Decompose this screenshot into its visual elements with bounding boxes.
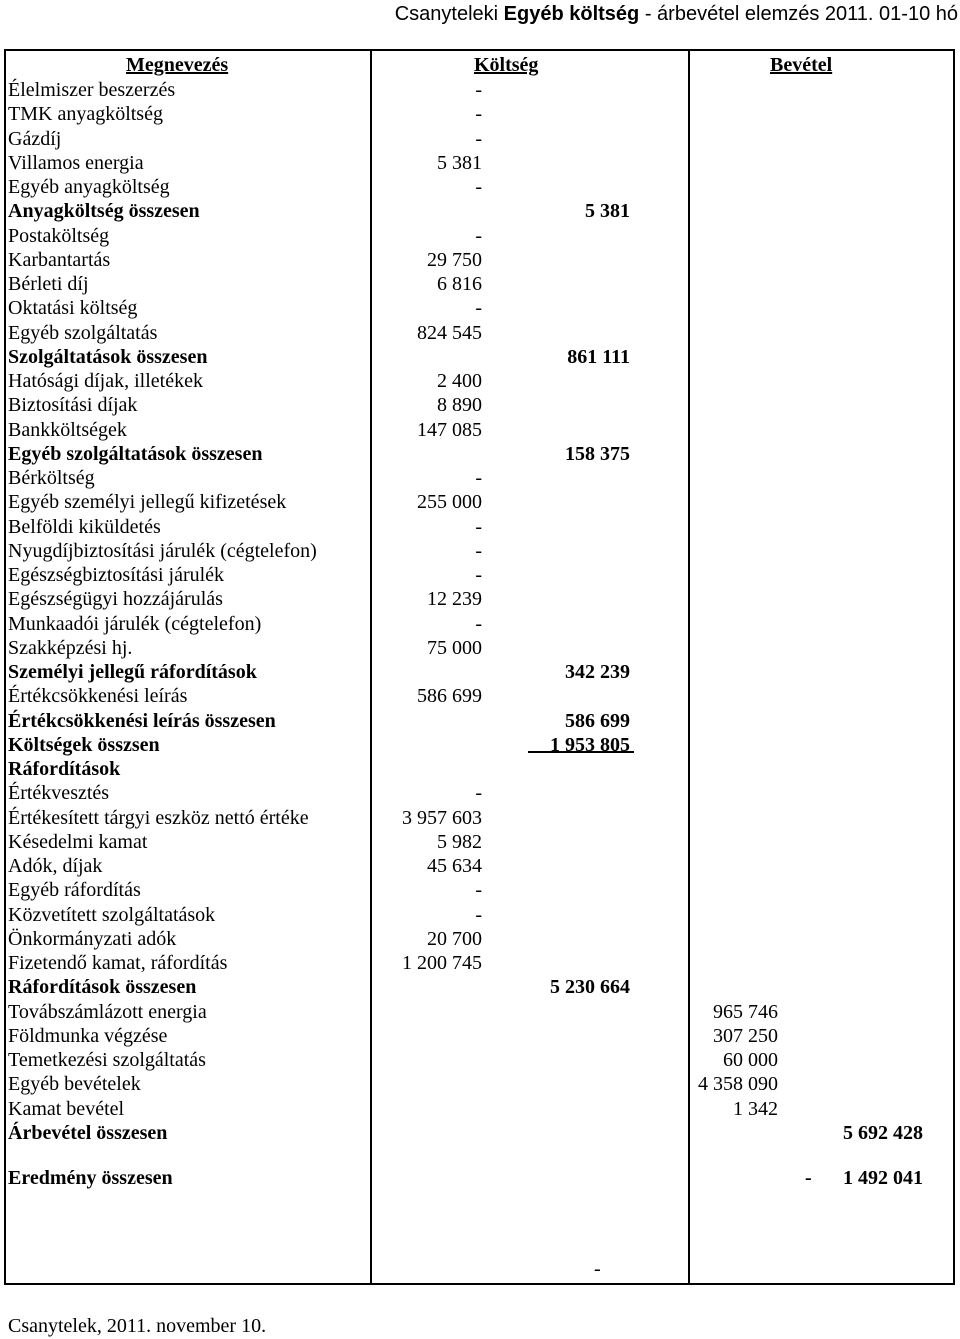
row-label: TMK anyagköltség	[8, 103, 163, 125]
stray-dash: -	[594, 1258, 601, 1280]
row-label: Közvetített szolgáltatások	[8, 904, 216, 926]
row-value-v2: 5 230 664	[550, 976, 630, 998]
row-value-v1: -	[475, 103, 482, 125]
row-value-v1: -	[475, 467, 482, 489]
row-label: Munkaadói járulék (cégtelefon)	[8, 613, 262, 635]
result-value: 1 492 041	[843, 1167, 923, 1189]
title-bold: Egyéb költség	[503, 3, 640, 25]
row-label: Továbszámlázott energia	[8, 1001, 207, 1023]
row-value-v1: -	[475, 540, 482, 562]
row-value-v1: -	[475, 297, 482, 319]
row-label: Gázdíj	[8, 128, 62, 150]
row-value-v1: 586 699	[417, 685, 482, 707]
result-label: Eredmény összesen	[8, 1167, 173, 1189]
row-label: Egyéb ráfordítás	[8, 879, 141, 901]
row-value-v1: 2 400	[437, 370, 482, 392]
row-label: Értékesített tárgyi eszköz nettó értéke	[8, 807, 309, 829]
row-label: Bérköltség	[8, 467, 95, 489]
row-value-v2: 586 699	[565, 710, 630, 732]
row-label: Személyi jellegű ráfordítások	[8, 661, 257, 683]
page-title	[0, 2, 958, 26]
row-label: Adók, díjak	[8, 855, 103, 877]
row-label: Élelmiszer beszerzés	[8, 79, 176, 101]
row-label: Oktatási költség	[8, 297, 138, 319]
row-value-v1: 12 239	[427, 588, 482, 610]
row-value-v1: 8 890	[437, 394, 482, 416]
row-label: Kamat bevétel	[8, 1098, 125, 1120]
row-value-v3: 60 000	[723, 1049, 778, 1071]
row-value-v1: 20 700	[427, 928, 482, 950]
row-label: Bankköltségek	[8, 419, 127, 441]
row-value-v1: -	[475, 128, 482, 150]
column-divider-name	[370, 49, 372, 1285]
title-prefix: Csanyteleki	[394, 3, 499, 25]
row-label: Egyéb szolgáltatás	[8, 322, 158, 344]
header-name: Megnevezés	[126, 54, 229, 76]
row-label: Egészségbiztosítási járulék	[8, 564, 225, 586]
row-value-v1: -	[475, 176, 482, 198]
row-label: Egyéb bevételek	[8, 1073, 141, 1095]
row-label: Karbantartás	[8, 249, 111, 271]
result-sign: -	[805, 1167, 812, 1189]
row-value-v1: 5 381	[437, 152, 482, 174]
row-value-v1: 45 634	[427, 855, 482, 877]
row-label: Biztosítási díjak	[8, 394, 138, 416]
row-label: Bérleti díj	[8, 273, 89, 295]
row-value-v1: -	[475, 904, 482, 926]
row-value-v1: -	[475, 879, 482, 901]
row-label: Ráfordítások összesen	[8, 976, 197, 998]
row-value-v2: 158 375	[565, 443, 630, 465]
row-label: Árbevétel összesen	[8, 1122, 168, 1144]
row-label: Postaköltség	[8, 225, 110, 247]
row-value-v1: 824 545	[417, 322, 482, 344]
row-label: Egészségügyi hozzájárulás	[8, 588, 223, 610]
row-label: Nyugdíjbiztosítási járulék (cégtelefon)	[8, 540, 317, 562]
row-value-v1: 1 200 745	[402, 952, 482, 974]
row-label: Anyagköltség összesen	[8, 200, 200, 222]
row-label: Belföldi kiküldetés	[8, 516, 161, 538]
row-value-v1: 75 000	[427, 637, 482, 659]
row-value-v3: 965 746	[713, 1001, 778, 1023]
row-value-v1: 29 750	[427, 249, 482, 271]
row-value-v4: 5 692 428	[843, 1122, 923, 1144]
row-value-v1: -	[475, 225, 482, 247]
header-revenue: Bevétel	[770, 54, 833, 76]
row-label: Értékcsökkenési leírás összesen	[8, 710, 276, 732]
row-label: Temetkezési szolgáltatás	[8, 1049, 206, 1071]
row-label: Földmunka végzése	[8, 1025, 168, 1047]
row-value-v2: 861 111	[567, 346, 630, 368]
row-value-v1: 6 816	[437, 273, 482, 295]
header-cost: Költség	[474, 54, 539, 76]
row-value-v1: 5 982	[437, 831, 482, 853]
row-label: Egyéb személyi jellegű kifizetések	[8, 491, 287, 513]
row-label: Önkormányzati adók	[8, 928, 177, 950]
row-value-v2: 342 239	[565, 661, 630, 683]
row-value-v2: 5 381	[585, 200, 630, 222]
row-value-v3: 1 342	[733, 1098, 778, 1120]
row-label: Értékcsökkenési leírás	[8, 685, 188, 707]
row-value-v3: 4 358 090	[698, 1073, 778, 1095]
column-divider-cost	[688, 49, 690, 1285]
row-value-v1: -	[475, 79, 482, 101]
row-label: Hatósági díjak, illetékek	[8, 370, 203, 392]
row-label: Egyéb anyagköltség	[8, 176, 170, 198]
row-value-v1: -	[475, 782, 482, 804]
footer-place-date: Csanytelek, 2011. november 10.	[8, 1315, 267, 1337]
row-value-v1: 255 000	[417, 491, 482, 513]
row-label: Költségek összsen	[8, 734, 160, 756]
row-value-v1: 147 085	[417, 419, 482, 441]
row-label: Fizetendő kamat, ráfordítás	[8, 952, 228, 974]
row-label: Villamos energia	[8, 152, 144, 174]
row-value-v2: 1 953 805	[550, 734, 630, 756]
row-value-v1: -	[475, 516, 482, 538]
row-label: Ráfordítások	[8, 758, 121, 780]
row-value-v3: 307 250	[713, 1025, 778, 1047]
row-label: Értékvesztés	[8, 782, 110, 804]
title-suffix: - árbevétel elemzés 2011. 01-10 hó	[644, 3, 958, 25]
row-value-v1: -	[475, 613, 482, 635]
row-label: Szolgáltatások összesen	[8, 346, 208, 368]
row-value-v1: 3 957 603	[402, 807, 482, 829]
row-value-v1: -	[475, 564, 482, 586]
row-label: Szakképzési hj.	[8, 637, 133, 659]
row-label: Késedelmi kamat	[8, 831, 148, 853]
row-label: Egyéb szolgáltatások összesen	[8, 443, 263, 465]
